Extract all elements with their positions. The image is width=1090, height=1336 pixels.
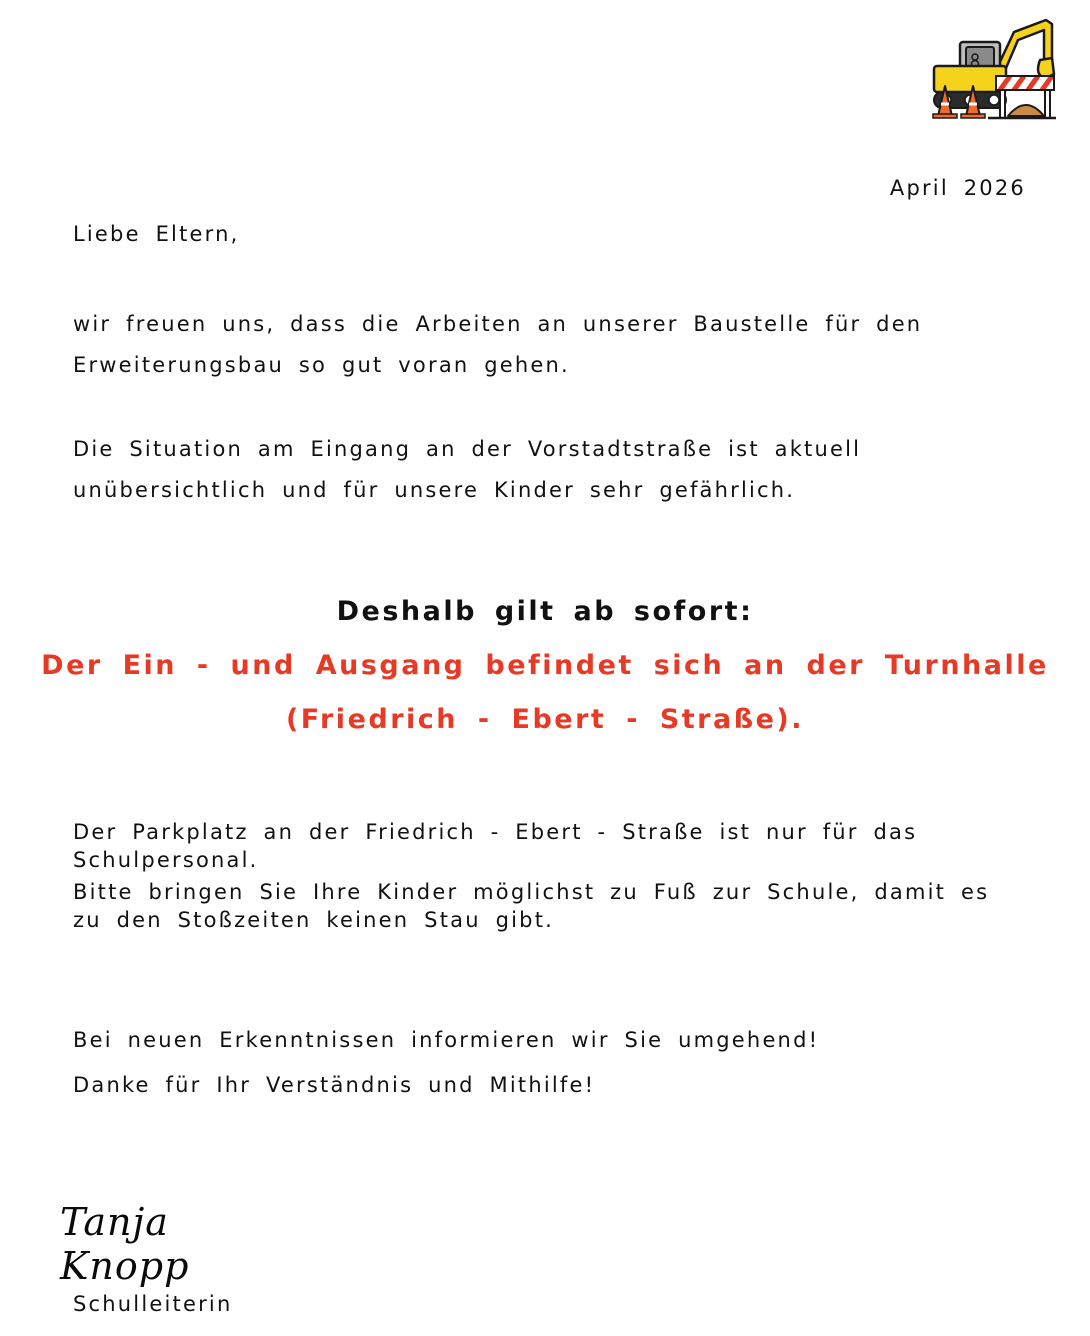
notice-heading: Deshalb gilt ab sofort: xyxy=(336,596,754,627)
letter-date: April 2026 xyxy=(889,176,1026,200)
paragraph-thanks: Danke für Ihr Verständnis und Mithilfe! xyxy=(73,1073,596,1097)
paragraph-walk-to-school: Bitte bringen Sie Ihre Kinder möglichst zu Fuß zur Schule, damit es zu den Stoßzeiten keinen Stau gibt. xyxy=(73,880,990,932)
paragraph-entrance-situation: Die Situation am Eingang an der Vorstadtstraße ist aktuell unübersichtlich und für unsere Kinder sehr gefährlich. xyxy=(73,437,862,502)
signature-text: Tanja Knopp xyxy=(60,1200,190,1288)
signer-role: Schulleiterin xyxy=(73,1292,233,1316)
paragraph-parking: Der Parkplatz an der Friedrich - Ebert - Straße ist nur für das Schulpersonal. xyxy=(73,820,918,872)
paragraph-updates: Bei neuen Erkenntnissen informieren wir Sie umgehend! xyxy=(73,1028,820,1052)
construction-site-icon xyxy=(928,14,1058,122)
notice-line-street: (Friedrich - Ebert - Straße). xyxy=(285,704,805,735)
greeting: Liebe Eltern, xyxy=(73,222,240,246)
signature xyxy=(60,1200,285,1288)
notice-line-entrance: Der Ein - und Ausgang befindet sich an der Turnhalle xyxy=(41,650,1049,681)
paragraph-construction-progress: wir freuen uns, dass die Arbeiten an unserer Baustelle für den Erweiterungsbau so gut voran gehen. xyxy=(73,312,923,377)
